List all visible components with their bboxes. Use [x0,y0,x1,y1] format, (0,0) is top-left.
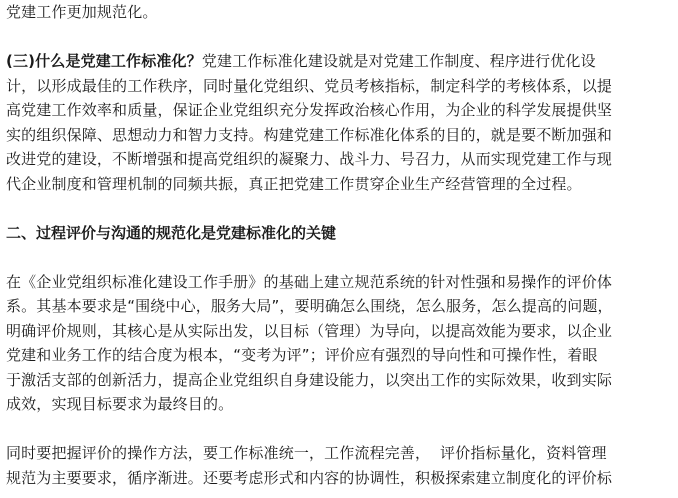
paragraph-evaluation-system [6,270,674,417]
text-line: 系。其基本要求是“围绕中心，服务大局”，要明确怎么围绕，怎么服务，怎么提高的问题， [6,297,613,315]
text-line: 在《企业党组织标准化建设工作手册》的基础上建立规范系统的针对性强和易操作的评价体 [6,272,613,291]
paragraph-standardization-definition [6,49,674,196]
paragraph-gap [6,417,674,442]
section-lead-question: (三)什么是党建工作标准化？ [6,52,202,70]
text-line: 代企业制度和管理机制的同频共振，真正把党建工作贯穿企业生产经营管理的全过程。 [6,174,582,193]
text-line: 高党建工作效率和质量，保证企业党组织充分发挥政治核心作用，为企业的科学发展提供坚 [6,101,613,119]
paragraph-gap [6,196,674,221]
paragraph-intro-tail [6,0,674,25]
text-line: 改进党的建设，不断增强和提高党组织的凝聚力、战斗力、号召力，从而实现党建工作与现 [6,150,613,168]
text-run: 党建工作标准化建设就是对党建工作制度、程序进行优化设 [201,52,596,70]
text-line: 成效，实现目标要求为最终目的。 [6,395,234,413]
text-line: 规范为主要要求，循序渐进。还要考虑形式和内容的协调性，积极探索建立制度化的评价标 [6,468,613,487]
text-line: 计，以形成最佳的工作秩序，同时量化党组织、党员考核指标，制定科学的考核体系，以提 [6,76,613,95]
text-line: 实的组织保障、思想动力和智力支持。构建党建工作标准化体系的目的，就是要不断加强和 [6,125,613,144]
paragraph-gap [6,25,674,50]
document-body [6,0,674,490]
text-line [6,49,674,74]
paragraph-gap [6,245,674,270]
section-heading: 二、过程评价与沟通的规范化是党建标准化的关键 [6,223,337,242]
text-line: 同时要把握评价的操作方法，要工作标准统一，工作流程完善， 评价指标量化，资料管理 [6,444,607,462]
paragraph-evaluation-method [6,441,674,490]
text-line: 明确评价规则，其核心是从实际出发，以目标（管理）为导向，以提高效能为要求，以企业 [6,321,613,340]
text-line: 党建工作更加规范化。 [6,3,158,21]
text-line: 于激活支部的创新活力，提高企业党组织自身建设能力，以突出工作的实际效果，收到实际 [6,370,613,389]
text-line: 党建和业务工作的结合度为根本，“变考为评”；评价应有强烈的导向性和可操作性，着眼 [6,346,598,364]
